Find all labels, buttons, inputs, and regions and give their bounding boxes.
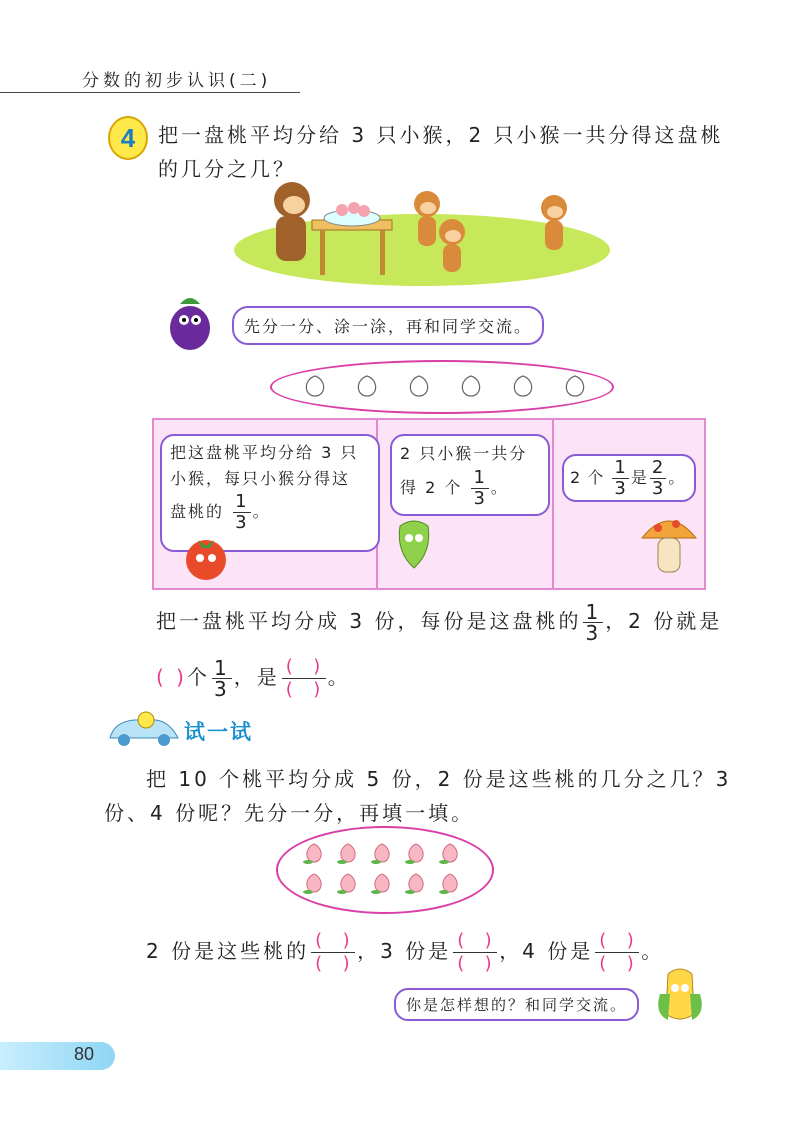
bubble2-fraction <box>471 468 488 509</box>
fraction-denominator: 3 <box>235 512 249 533</box>
paren-open: ( <box>315 953 326 974</box>
blank-fraction-3-parts[interactable] <box>453 930 497 975</box>
summary-line-2 <box>156 656 351 701</box>
summary-fraction <box>583 602 603 643</box>
bubble1-fraction <box>233 492 250 533</box>
blank-fraction-answer[interactable] <box>282 656 326 701</box>
summary-line1-suffix: ，2 份就是 <box>605 609 723 633</box>
paren-open: ( <box>285 656 296 677</box>
bubble3-mid: 是 <box>630 468 648 487</box>
bubble2-end: 。 <box>490 478 509 497</box>
bubble1-line1: 把这盘桃平均分给 3 只 <box>170 443 359 462</box>
fraction-numerator: 1 <box>614 457 627 478</box>
tomato-character <box>176 528 236 586</box>
paren-close: ) <box>484 953 495 974</box>
bubble3-fraction-2 <box>650 458 666 499</box>
fraction-denominator: 3 <box>213 677 230 701</box>
eggplant-character <box>156 290 226 356</box>
problem-line-2: 的几分之几？ <box>158 157 296 181</box>
page-number: 80 <box>74 1044 95 1064</box>
summary-line-1 <box>156 602 722 643</box>
car-icon <box>104 708 184 750</box>
blank-fraction-2-parts[interactable] <box>311 930 355 975</box>
header-rule <box>0 92 300 93</box>
explanation-panel <box>152 418 706 590</box>
paren-open: ( <box>457 953 468 974</box>
page-number-band <box>0 1042 115 1070</box>
bubble3-end: 。 <box>668 468 686 487</box>
summary-line2-mid: 个 <box>186 665 210 689</box>
monkeys-illustration <box>232 180 612 290</box>
six-peaches <box>270 360 610 412</box>
blank-count[interactable]: ( ) <box>156 665 187 689</box>
pepper-character <box>384 512 444 584</box>
bubble-mushroom <box>562 454 696 502</box>
summary-line2-fraction <box>212 658 232 699</box>
fraction-numerator: 1 <box>213 656 230 680</box>
bubble3-fraction-1 <box>612 458 628 499</box>
bubble3-prefix: 2 个 <box>570 468 605 487</box>
corn-speech-bubble <box>394 988 639 1021</box>
summary-line1-prefix: 把一盘桃平均分成 3 份，每份是这盘桃的 <box>156 609 582 633</box>
bubble1-line3: 盘桃的 <box>170 502 225 521</box>
corn-tip-text: 你是怎样想的？和同学交流。 <box>406 996 628 1014</box>
fraction-numerator: 1 <box>585 600 602 624</box>
fill-in-line <box>146 930 664 975</box>
fraction-numerator: 2 <box>651 457 665 478</box>
fill-text-1: 2 份是这些桃的 <box>146 939 310 963</box>
try-line-2: 份、4 份呢？先分一分，再填一填。 <box>104 801 475 825</box>
bubble1-line2: 小猴，每只小猴分得这 <box>170 469 351 488</box>
fraction-denominator: 3 <box>473 488 487 509</box>
panel-divider-2 <box>552 420 554 588</box>
paren-open: ( <box>285 679 296 700</box>
try-section-title: 试一试 <box>184 720 253 744</box>
paren-close: ) <box>484 930 495 951</box>
fraction-numerator: 1 <box>235 491 249 512</box>
mushroom-character <box>638 508 700 582</box>
summary-end: 。 <box>327 665 351 689</box>
bubble1-end: 。 <box>252 502 271 521</box>
eggplant-speech-bubble <box>232 306 544 345</box>
paren-open: ( <box>599 930 610 951</box>
paren-open: ( <box>315 930 326 951</box>
bubble-pepper <box>390 434 550 516</box>
ten-peaches <box>276 826 492 912</box>
fill-end: 。 <box>641 939 665 963</box>
eggplant-tip-text: 先分一分、涂一涂，再和同学交流。 <box>244 317 533 336</box>
fill-text-2: ，3 份是 <box>357 939 452 963</box>
summary-line2-suffix: ，是 <box>233 665 280 689</box>
paren-close: ) <box>313 656 324 677</box>
paren-close: ) <box>626 953 637 974</box>
bubble2-line2: 得 2 个 <box>400 478 463 497</box>
paren-close: ) <box>313 679 324 700</box>
bubble2-line1: 2 只小猴一共分 <box>400 444 528 463</box>
corn-character <box>650 964 710 1028</box>
paren-open: ( <box>599 953 610 974</box>
paren-open: ( <box>457 930 468 951</box>
fraction-denominator: 3 <box>651 478 665 499</box>
fraction-denominator: 3 <box>585 621 602 645</box>
problem-number-badge: 4 <box>108 116 148 160</box>
chapter-title: 分数的初步认识(二) <box>82 71 272 91</box>
fraction-denominator: 3 <box>614 478 627 499</box>
paren-close: ) <box>342 953 353 974</box>
try-line-1: 把 10 个桃平均分成 5 份，2 份是这些桃的几分之几？3 <box>146 767 732 791</box>
fraction-numerator: 1 <box>473 467 487 488</box>
problem-line-1: 把一盘桃平均分给 3 只小猴，2 只小猴一共分得这盘桃 <box>158 123 724 147</box>
blank-fraction-4-parts[interactable] <box>595 930 639 975</box>
paren-close: ) <box>342 930 353 951</box>
paren-close: ) <box>626 930 637 951</box>
fill-text-3: ，4 份是 <box>499 939 594 963</box>
